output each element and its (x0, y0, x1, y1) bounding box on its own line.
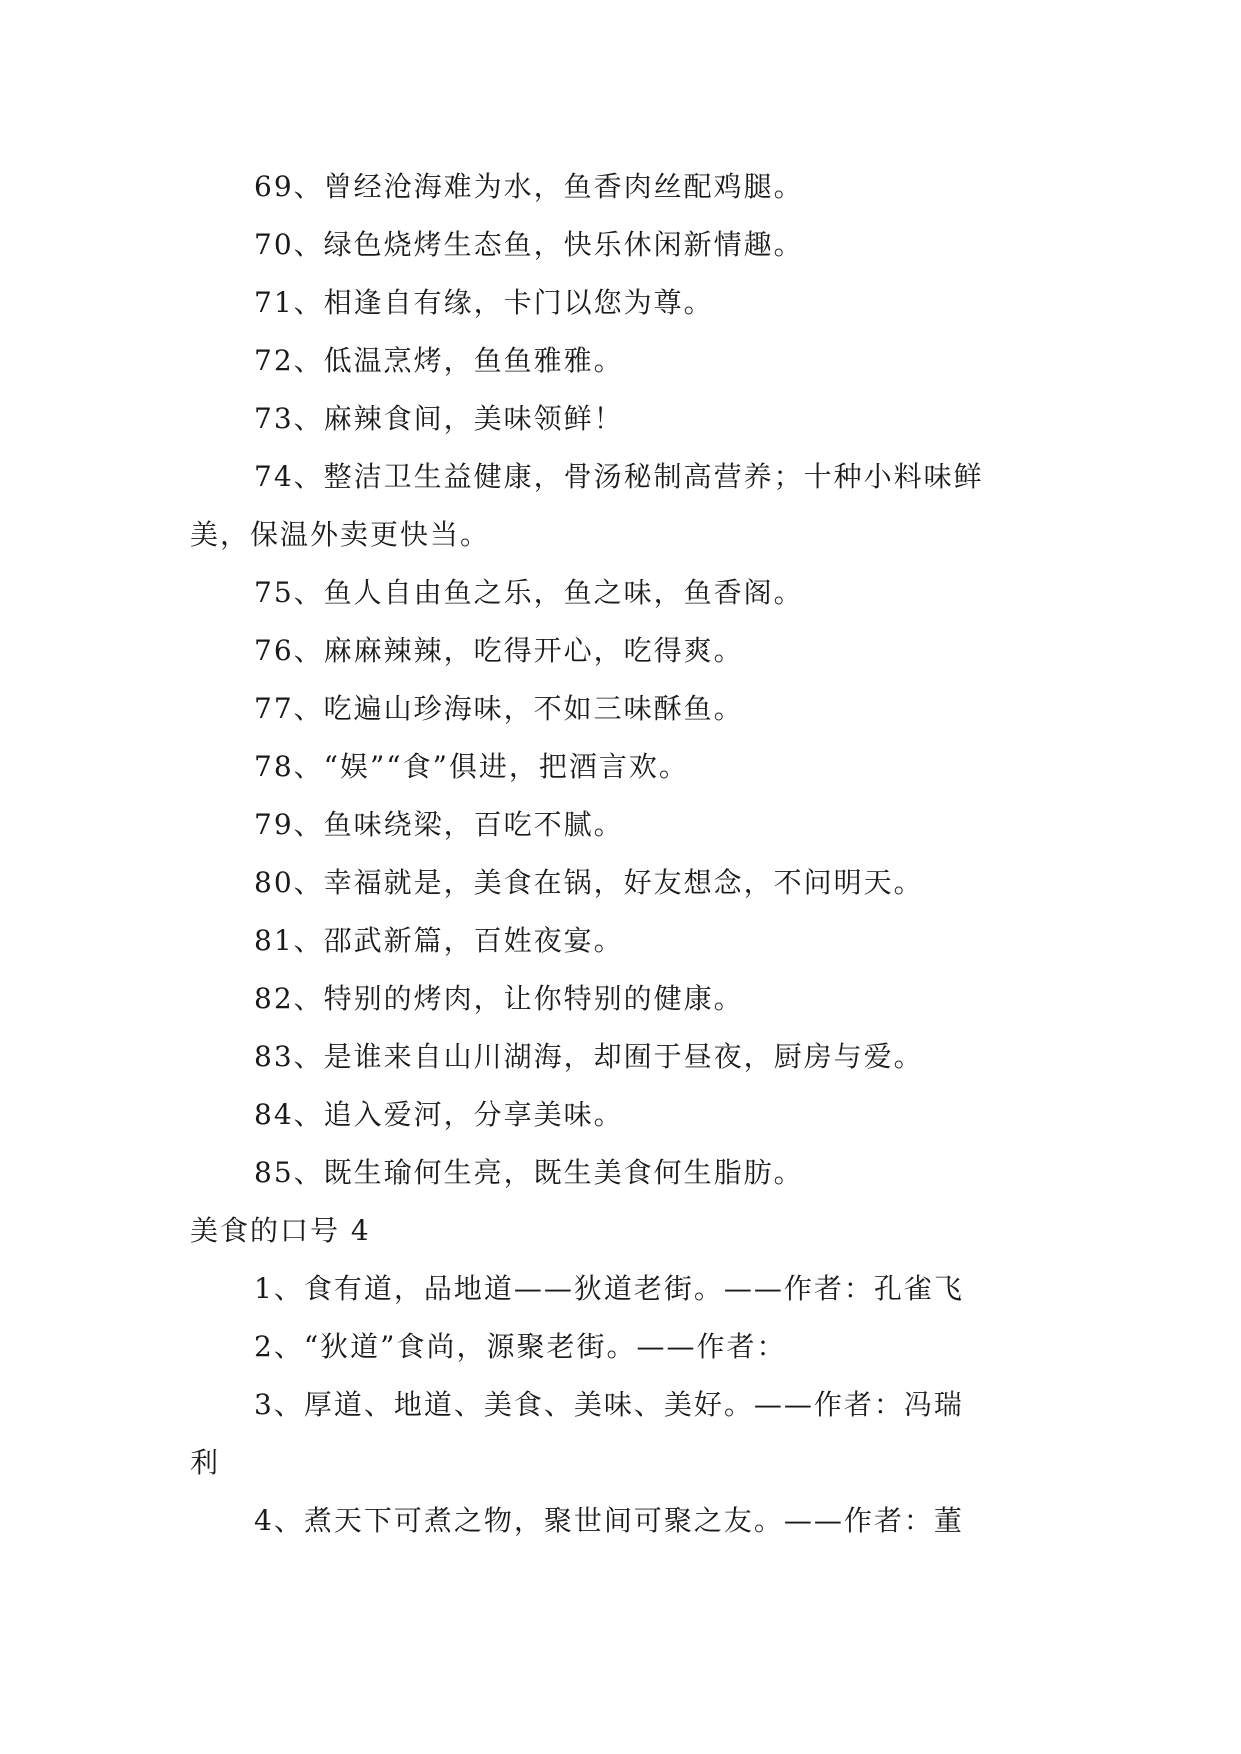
slogan-84: 84、追入爱河，分享美味。 (254, 1098, 624, 1131)
slogan-74-line1: 74、整洁卫生益健康，骨汤秘制高营养；十种小料味鲜 (254, 460, 984, 493)
slogan-4-2: 2、“狄道”食尚，源聚老街。——作者： (254, 1330, 787, 1363)
slogan-70: 70、绿色烧烤生态鱼，快乐休闲新情趣。 (254, 228, 804, 261)
slogan-73: 73、麻辣食间，美味领鲜！ (254, 402, 624, 435)
slogan-82: 82、特别的烤肉，让你特别的健康。 (254, 982, 744, 1015)
slogan-74-line2: 美，保温外卖更快当。 (190, 518, 491, 551)
slogan-76: 76、麻麻辣辣，吃得开心，吃得爽。 (254, 634, 744, 667)
slogan-80: 80、幸福就是，美食在锅，好友想念，不问明天。 (254, 866, 924, 899)
slogan-72: 72、低温烹烤，鱼鱼雅雅。 (254, 344, 624, 377)
slogan-4-3-line1: 3、厚道、地道、美食、美味、美好。——作者：冯瑞 (254, 1388, 964, 1421)
document-body (190, 158, 1060, 1550)
slogan-79: 79、鱼味绕梁，百吃不腻。 (254, 808, 624, 841)
slogan-4-1: 1、食有道，品地道——狄道老街。——作者：孔雀飞 (254, 1272, 964, 1305)
slogan-4-3-line2: 利 (190, 1446, 221, 1479)
slogan-83: 83、是谁来自山川湖海，却囿于昼夜，厨房与爱。 (254, 1040, 924, 1073)
slogan-75: 75、鱼人自由鱼之乐，鱼之味，鱼香阁。 (254, 576, 804, 609)
slogan-81: 81、邵武新篇，百姓夜宴。 (254, 924, 624, 957)
slogan-69: 69、曾经沧海难为水，鱼香肉丝配鸡腿。 (254, 170, 804, 203)
section-heading: 美食的口号 4 (190, 1214, 371, 1247)
slogan-4-4: 4、煮天下可煮之物，聚世间可聚之友。——作者：董 (254, 1504, 964, 1537)
slogan-77: 77、吃遍山珍海味，不如三味酥鱼。 (254, 692, 744, 725)
slogan-85: 85、既生瑜何生亮，既生美食何生脂肪。 (254, 1156, 804, 1189)
slogan-71: 71、相逢自有缘，卡门以您为尊。 (254, 286, 714, 319)
slogan-78: 78、“娱”“食”俱进，把酒言欢。 (254, 750, 689, 783)
